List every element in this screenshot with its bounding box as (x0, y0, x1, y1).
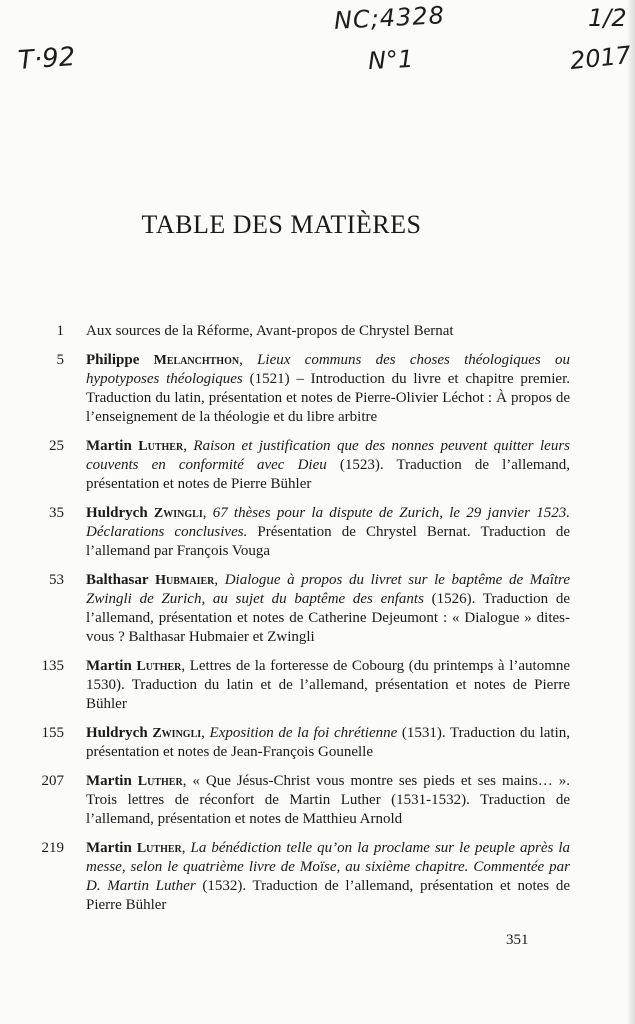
author-last-name: Luther (136, 841, 182, 856)
toc-entry-rest: (1521) – Introduction du livre et chapitre premier. Traduction du latin, présentation et notes de Pierre-Olivier Léchot : À propos de l’enseignement de la théologie et du libre arbitre (86, 371, 570, 425)
author-first-name: Martin (86, 773, 132, 789)
toc-page-number: 53 (49, 572, 64, 588)
page-number: 351 (506, 932, 529, 948)
toc-entry (30, 504, 570, 561)
toc-separator: , (202, 505, 213, 521)
toc-page-number: 1 (56, 323, 64, 339)
author-last-name: Hubmaier (155, 573, 215, 588)
work-title: Lieux communs des choses théologiques ou hypotyposes théologiques (86, 352, 571, 387)
toc-entry (30, 772, 570, 829)
toc-entry-rest: Avant-propos de Chrystel Bernat (253, 323, 454, 339)
toc-entry-rest: (1531). Traduction du latin, présentation et notes de Jean-François Gounelle (86, 725, 571, 760)
author-first-name: Martin (86, 840, 132, 856)
toc-entry-text (86, 724, 570, 762)
toc-separator: , (183, 438, 194, 454)
work-title: Dialogue à propos du livret sur le baptême de Maître Zwingli de Zurich, au sujet du baptême des enfants (86, 572, 570, 607)
toc-entry-rest: Présentation de Chrystel Bernat. Traduction de l’allemand par François Vouga (86, 524, 570, 559)
toc-entry-rest: (1532). Traduction de l’allemand, présentation et notes de Pierre Bühler (86, 878, 570, 913)
toc-entry-text (86, 504, 570, 561)
toc-entry-rest: (1523). Traduction de l’allemand, présentation et notes de Pierre Bühler (86, 457, 570, 492)
toc-entry-text (86, 657, 570, 714)
toc-entry (30, 724, 570, 762)
toc-separator: , (214, 572, 225, 588)
author-first-name: Martin (86, 658, 132, 674)
toc-entry-text (86, 839, 570, 915)
toc-entry (30, 351, 570, 427)
author-first-name: Huldrych (86, 505, 148, 521)
work-title: 67 thèses pour la dispute de Zurich, le 29 janvier 1523. Déclarations conclusives. (86, 505, 571, 540)
toc-entry-rest: Lettres de la forteresse de Cobourg (du printemps à l’automne 1530). Traduction du latin et de l’allemand, présentation et notes de Pierre Bühler (86, 658, 571, 712)
toc-entry (30, 322, 570, 341)
author-first-name: Huldrych (86, 725, 148, 741)
toc-entry-text (86, 351, 570, 427)
toc-page-number: 25 (49, 438, 64, 454)
toc-page-number: 5 (56, 352, 64, 368)
toc-separator: , (239, 352, 258, 368)
toc-entry-text (86, 571, 570, 647)
toc-entry (30, 839, 570, 915)
handwritten-fraction: 1/2 (588, 4, 627, 32)
handwritten-year: 2017 (568, 40, 633, 76)
toc-entry-rest: (1526). Traduction de l’allemand, présentation et notes de Catherine Dejeumont : « Dialogue » dites-vous ? Balthasar Hubmaier et Zwingli (86, 591, 570, 645)
toc-page-number: 135 (41, 658, 64, 674)
toc-entry-text (86, 437, 570, 494)
handwritten-volume-number: N°1 (367, 44, 414, 76)
toc-separator: , (182, 773, 193, 789)
toc-entry-text (86, 772, 570, 829)
toc-entry-text (86, 322, 570, 341)
toc-page-number: 155 (41, 725, 64, 741)
toc-page-number: 35 (49, 505, 64, 521)
toc-entry-rest: « Que Jésus-Christ vous montre ses pieds et ses mains… ». Trois lettres de réconfort de Martin Luther (1531-1532). Traduction de l’allemand, présentation et notes de Matthieu Arnold (86, 773, 570, 827)
toc-separator: , (181, 658, 190, 674)
work-title: Exposition de la foi chrétienne (209, 725, 398, 741)
toc-page-number: 219 (41, 840, 64, 856)
table-of-contents (30, 322, 570, 925)
work-title: La bénédiction telle qu’on la proclame sur le peuple après la messe, selon le quatrième livre de Moïse, au sixième chapitre. Commentée par D. Martin Luther (86, 840, 570, 894)
work-title: Raison et justification que des nonnes peuvent quitter leurs couvents en conformité avec Dieu (86, 438, 571, 473)
toc-entry (30, 571, 570, 647)
toc-page-number: 207 (41, 773, 64, 789)
toc-entry-lead: Aux sources de la Réforme, (86, 323, 254, 339)
author-first-name: Martin (86, 438, 132, 454)
toc-separator: , (201, 725, 210, 741)
page-edge (627, 0, 635, 1024)
author-last-name: Zwingli (152, 726, 202, 741)
author-last-name: Luther (136, 659, 182, 674)
author-last-name: Luther (137, 774, 183, 789)
author-first-name: Balthasar (86, 572, 149, 588)
toc-entry (30, 437, 570, 494)
toc-entry (30, 657, 570, 714)
author-last-name: Luther (138, 439, 184, 454)
author-last-name: Melanchthon (153, 353, 240, 368)
toc-separator: , (181, 840, 191, 856)
handwritten-call-number: NC;4328 (333, 1, 446, 35)
page-title: TABLE DES MATIÈRES (141, 210, 422, 239)
author-first-name: Philippe (86, 352, 140, 368)
handwritten-shelfmark: T·92 (17, 42, 77, 76)
author-last-name: Zwingli (153, 506, 203, 521)
